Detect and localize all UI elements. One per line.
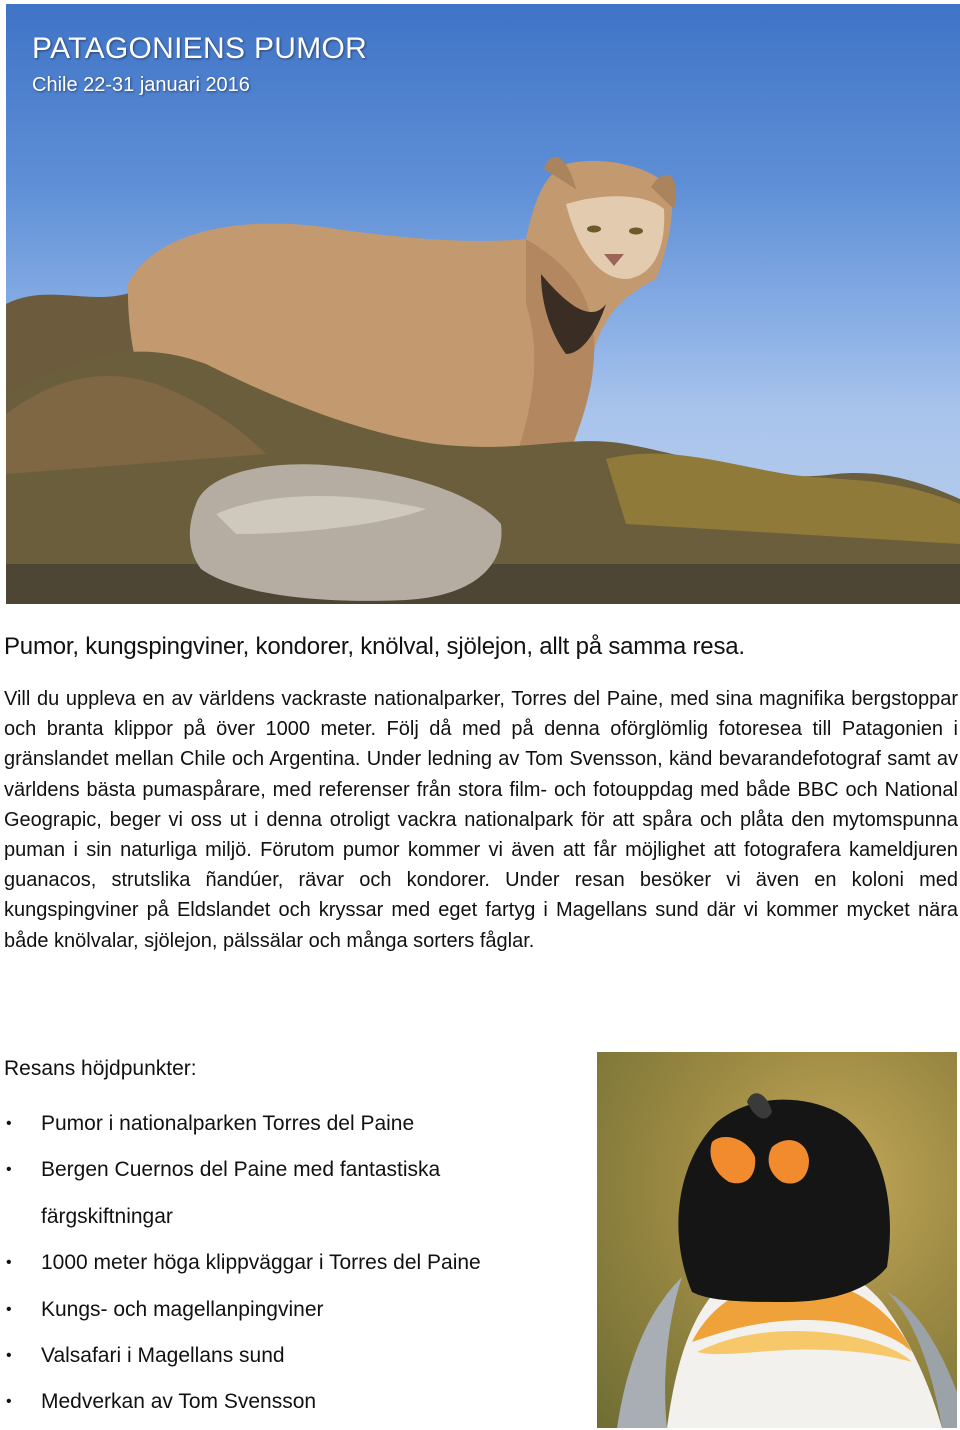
bullet-icon: • [6,1254,12,1272]
hero-title: PATAGONIENS PUMOR [32,32,368,65]
highlight-text: Kungs- och magellanpingviner [41,1297,324,1321]
highlight-item [0,1101,560,1147]
penguin-photo [597,1052,957,1428]
penguin-head [678,1100,890,1302]
bullet-icon: • [6,1161,12,1179]
highlight-item [0,1333,560,1379]
highlights-heading: Resans höjdpunkter: [4,1057,197,1080]
highlights-list [0,1101,560,1426]
highlight-item [0,1379,560,1425]
highlight-item [0,1287,560,1333]
hero-subtitle: Chile 22-31 januari 2016 [32,74,250,96]
highlight-text: Bergen Cuernos del Paine med fantastiska färgskiftningar [41,1158,441,1228]
highlight-text: Valsafari i Magellans sund [41,1344,285,1368]
bullet-icon: • [6,1115,12,1132]
bullet-icon: • [6,1300,12,1318]
highlight-text: Pumor i nationalparken Torres del Paine [41,1112,415,1135]
body-paragraph: Vill du uppleva en av världens vackraste nationalparker, Torres del Paine, med sina magnifika bergstoppar och branta klippor på över 1000 meter. Följ då med på denna oförglömlig fotoresea till Patagonien i gränslandet mellan Chile och Argentina. Under ledning av Tom Svensson, känd bevarandefotograf samt av världens bästa pumaspårare, med referenser från stora film- och fotouppdag med både BBC och National Geograpic, beger vi oss ut i denna otroligt vackra nationalpark för att spåra och plåta den mytomspunna puman i sin naturliga miljö. Förutom pumor kommer vi även att får möjlighet att fotografera kameldjuren guanacos, strutslika ñandúer, rävar och kondorer. Under resan besöker vi även en koloni med kungspingviner på Eldslandet och kryssar med eget fartyg i Magellans sund där vi kommer mycket nära både knölvalar, sjölejon, pälssälar och många sorters fåglar. [4,688,958,952]
highlight-text: 1000 meter höga klippväggar i Torres del Paine [41,1251,481,1275]
highlight-text: Medverkan av Tom Svensson [41,1390,317,1414]
hero-photo-puma [6,4,960,604]
king-penguin-illustration [597,1052,957,1428]
highlight-item [0,1147,560,1240]
bullet-icon: • [6,1347,12,1365]
bullet-icon: • [6,1393,12,1411]
headline: Pumor, kungspingviner, kondorer, knölval, sjölejon, allt på samma resa. [4,633,745,660]
highlight-item [0,1240,560,1286]
